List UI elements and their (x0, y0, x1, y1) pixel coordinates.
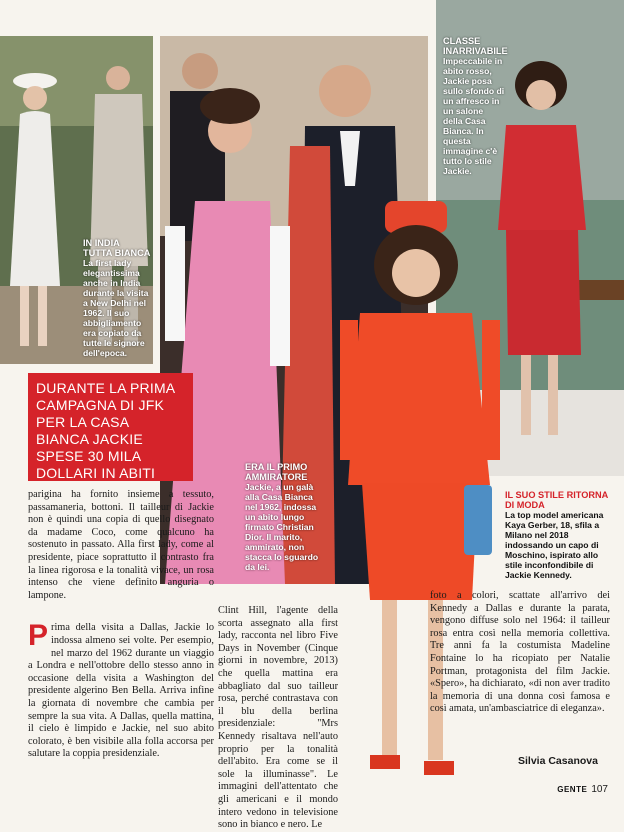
drop-cap: P (28, 619, 49, 653)
article-column-2 (218, 605, 338, 832)
article-column-3 (430, 590, 610, 716)
caption-moda-heading: IL SUO STILE RITORNA DI MODA (505, 490, 608, 510)
page-folio (557, 784, 608, 795)
caption-moda (505, 490, 617, 580)
caption-india-heading: IN INDIA TUTTA BIANCA (83, 238, 151, 258)
caption-india (83, 238, 151, 358)
caption-classe-heading: CLASSE INARRIVABILE (443, 36, 508, 56)
author-signature: Silvia Casanova (518, 755, 598, 767)
page-number: 107 (591, 784, 608, 795)
article-col1-main: rima della visita a Dallas, Jackie lo indossa almeno sei volte. Per esempio, nel marzo del 1962 durante un viaggio a Londra e nell'ottobre dello stesso anno in occasione della visita a Washington del presidente algerino Ben Bella. Arriva infine la giornata di novembre che cambia per sempre la sua vita. A Dallas, quella mattina, il cielo è limpido e Jackie, nel suo abito colorato, è ben visibile alla folla accorsa per salutare la coppia presidenziale. (28, 622, 214, 760)
caption-ammiratore (245, 462, 321, 572)
article-col2: Clint Hill, l'agente della scorta assegnato alla first lady, racconta nel libro Five Days in November (Cinque giorni in novembre, 2013) che quella mattina era abbagliato dal suo tailleur rosa, perché contrastava con il blu della berlina presidenziale: "Mrs Kennedy risaltava nell'auto proprio per la tonalità dell'abito. Era come se il sole la illuminasse". Le immagini dell'attentato che gli americani e il mondo intero vedono in televisione sono in bianco e nero. Le (218, 605, 338, 831)
caption-moda-body: La top model americana Kaya Gerber, 18, sfila a Milano nel 2018 indossando un capo di Moschino, ispirato allo stile inconfondibile di Jackie Kennedy. (505, 510, 604, 580)
magazine-name: GENTE (557, 785, 588, 794)
caption-classe-body: Impeccabile in abito rosso, Jackie posa sullo sfondo di un affresco in un salone della Casa Bianca. In questa immagine c'è tutto lo stile Jackie. (443, 56, 505, 176)
caption-classe (443, 36, 508, 176)
caption-india-body: La first lady elegantissima anche in India durante la visita a New Delhi nel 1962. Il suo abbigliamento era copiato da tutte le signore dell'epoca. (83, 258, 149, 358)
article-col3: foto a colori, scattate all'arrivo dei Kennedy a Dallas e durante la parata, vengono diffuse solo nel 1964: il tailleur rosa entra così nella memoria collettiva. Tre anni fa la costumista Madeline Fontaine lo ha ricopiato per Natalie Portman, protagonista del film Jackie. «Spero», ha dichiarato, «di non aver tradito la memoria di una donna così famosa e così amata, un'ambasciatrice di eleganza». (430, 590, 610, 715)
article-col1-top: parigina ha fornito insieme a tessuto, passamaneria, bottoni. Il tailleur di Jackie non è quindi una copia di quello disegnato da madame Coco, come qualcuno ha sostenuto in passato. Alla first lady, come al presidente, piace soprattutto il contrasto fra la linea rigorosa e la tonalità vivace, un rosa intenso che viene definito anguria o lampone. (28, 489, 214, 601)
caption-ammiratore-heading: ERA IL PRIMO AMMIRATORE (245, 462, 308, 482)
article-column-1 (28, 489, 214, 761)
caption-ammiratore-body: Jackie, a un galà alla Casa Bianca nel 1962, indossa un abito lungo firmato Christian Dior. Il marito, ammirato, non stacca lo sguardo da lei. (245, 482, 319, 572)
pull-quote-banner: DURANTE LA PRIMA CAMPAGNA DI JFK PER LA CASA BIANCA JACKIE SPESE 30 MILA DOLLARI IN ABITI (28, 373, 193, 481)
